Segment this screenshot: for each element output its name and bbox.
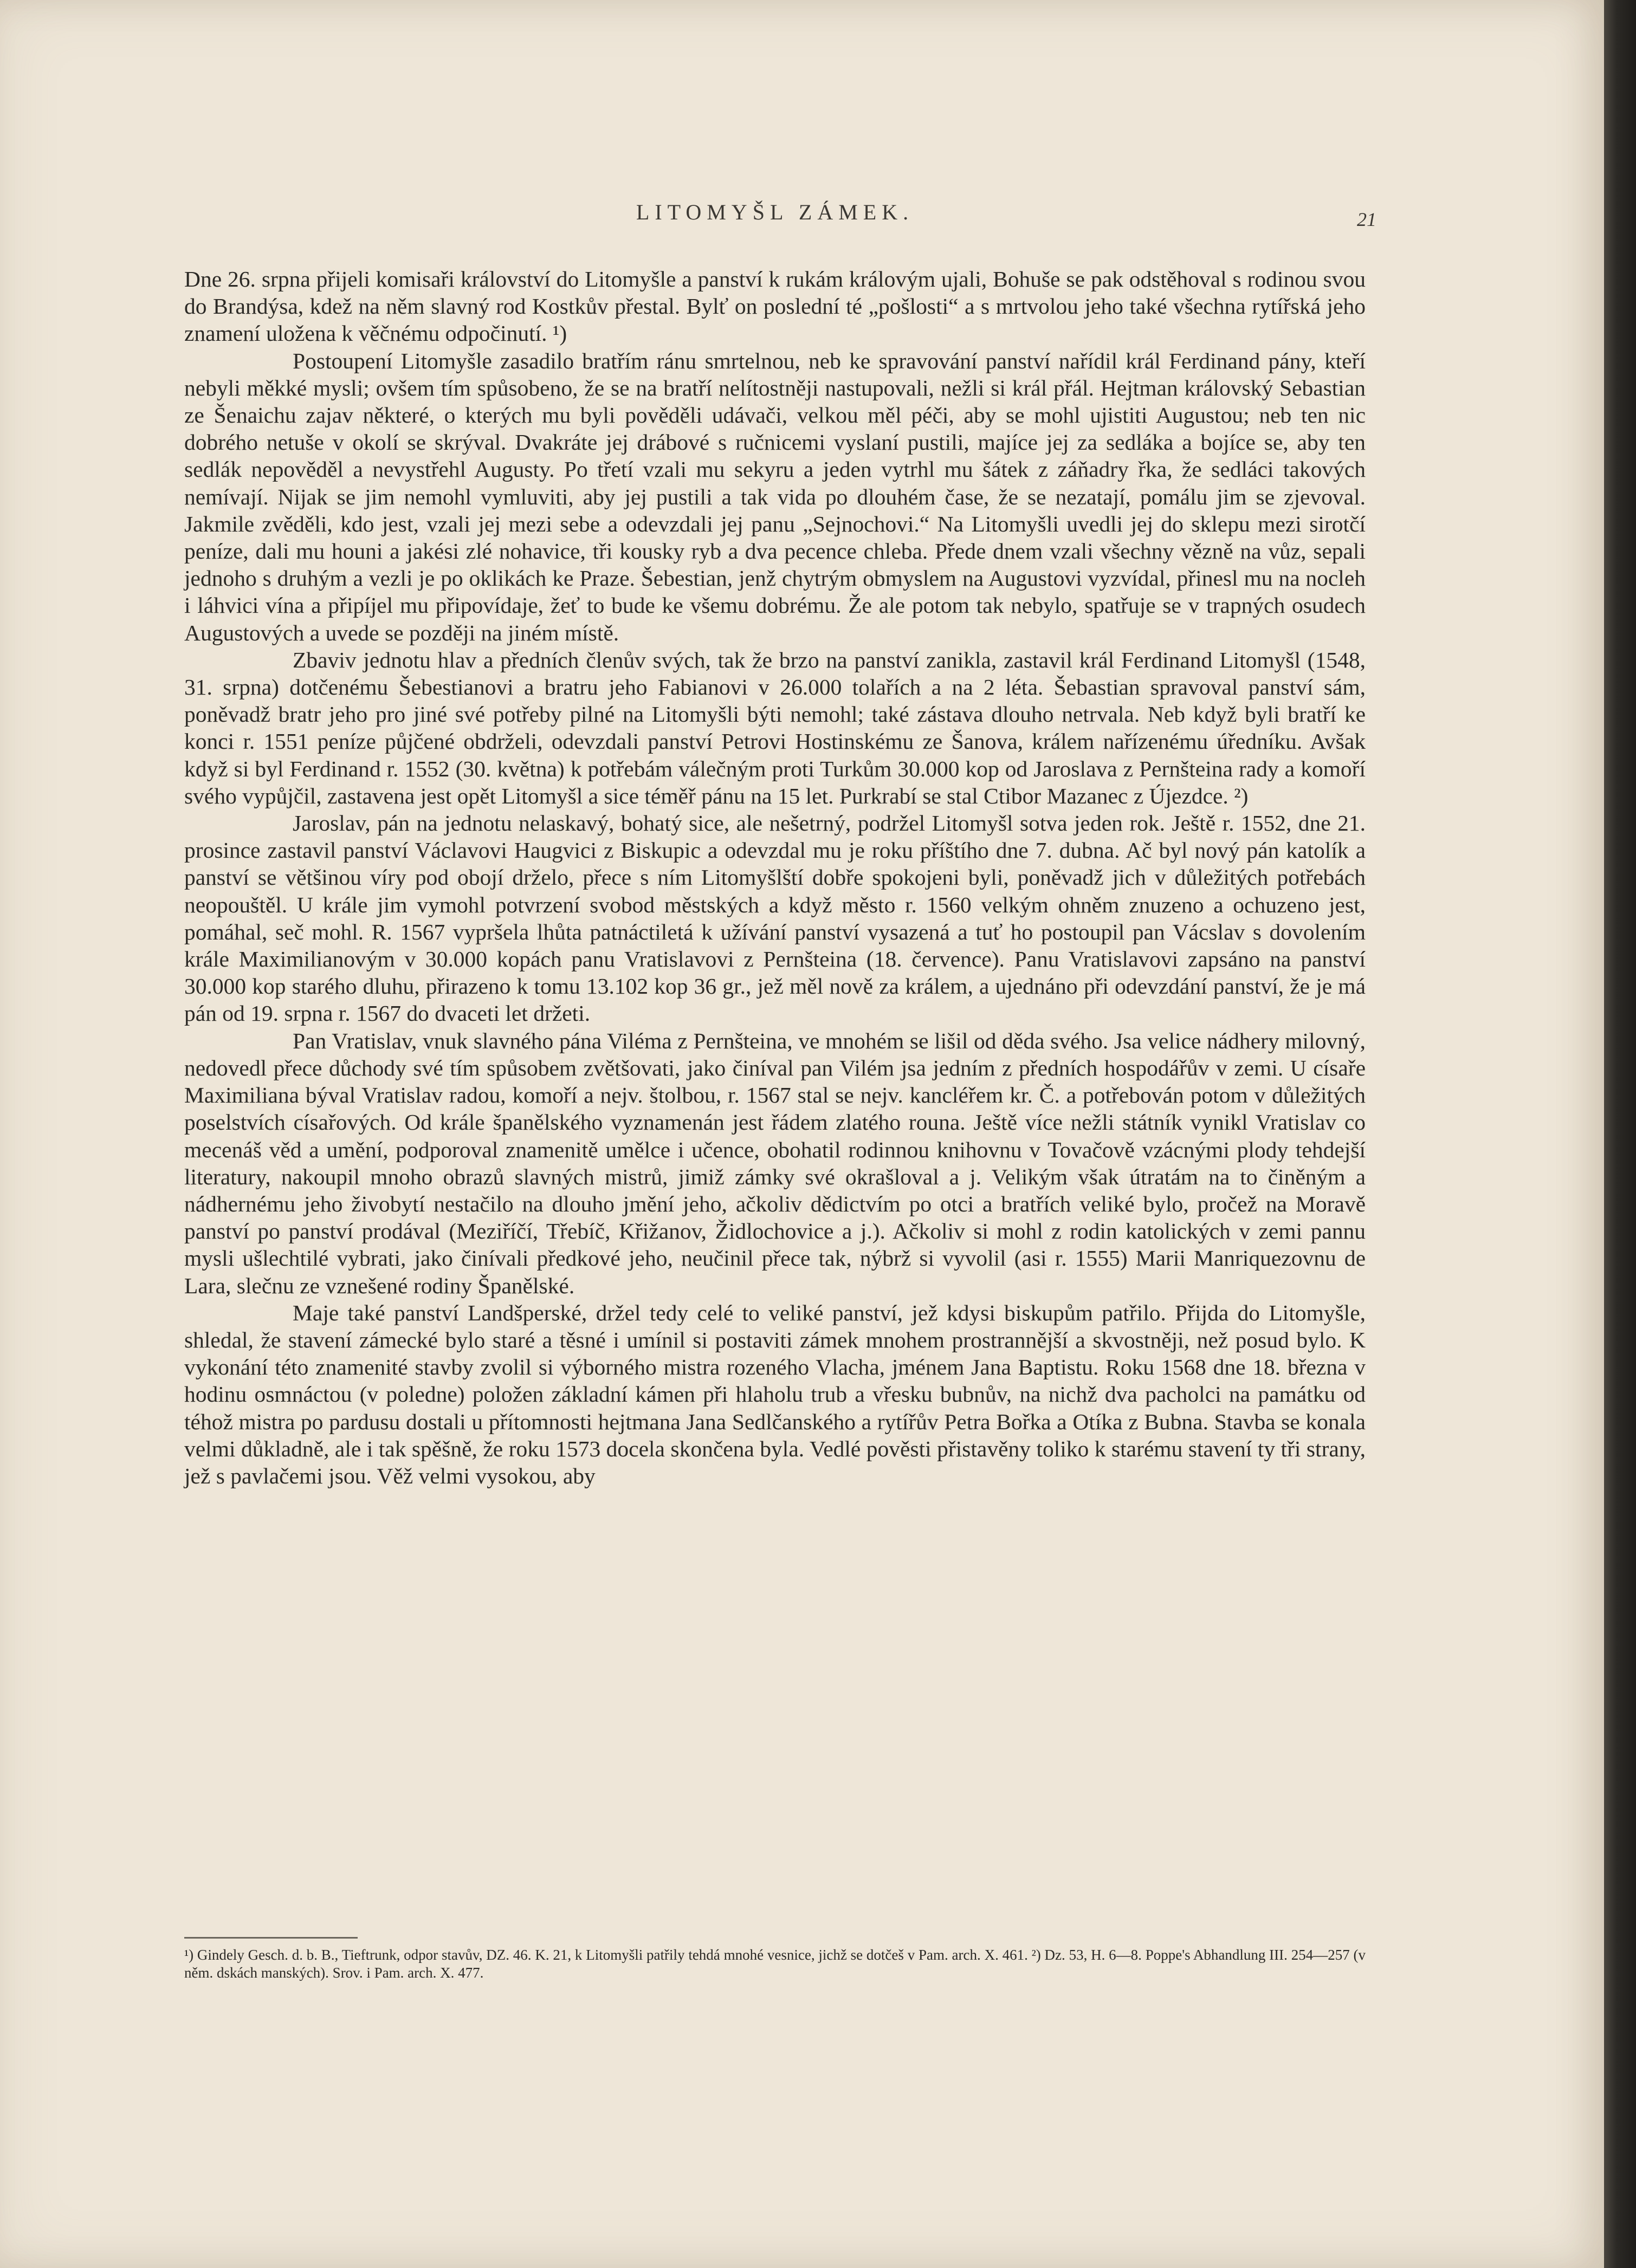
paragraph: Jaroslav, pán na jednotu nelaskavý, bohatý sice, ale nešetrný, podržel Litomyšl sotva jeden rok. Ještě r. 1552, dne 21. prosince zastavil panství Václavovi Haugvici z Biskupic a odevzdal mu je roku příštího dne 7. dubna. Ač byl nový pán katolík a panství se většinou víry pod obojí drželo, přece s ním Litomyšlští dobře spokojeni byli, poněvadž jich v důležitých potřebách neopouštěl. U krále jim vymohl potvrzení svobod městských a když město r. 1560 velkým ohněm znuzeno a ochuzeno jest, pomáhal, seč mohl. R. 1567 vypršela lhůta patnáctiletá k užívání panství vysazená a tuť ho postoupil pan Vácslav s dovolením krále Maximilianovým v 30.000 kopách panu Vratislavovi z Pernšteina (18. července). Panu Vratislavovi zapsáno na panství 30.000 kop starého dluhu, přirazeno k tomu 13.102 kop 36 gr., jež měl nově za králem, a ujednáno při odevzdání panství, že je má pán od 19. srpna r. 1567 do dvaceti let držeti. <box>184 811 1366 1026</box>
page-edge-shadow <box>1604 0 1636 2268</box>
body-text <box>184 265 1366 1489</box>
paragraph: Dne 26. srpna přijeli komisaři království do Litomyšle a panství k rukám královým ujali, Bohuše se pak odstěhoval s rodinou svou do Brandýsa, kdež na něm slavný rod Kostkův přestal. Bylť on poslední té „pošlosti“ a s mrtvolou jeho také všechna rytířská jeho znamení uložena k věčnému odpočinutí. ¹) <box>184 267 1366 346</box>
footnote-divider <box>184 1937 358 1939</box>
paragraph: Zbaviv jednotu hlav a předních členův svých, tak že brzo na panství zanikla, zastavil král Ferdinand Litomyšl (1548, 31. srpna) dotčenému Šebestianovi a bratru jeho Fabianovi v 26.000 tolařích a na 2 léta. Šebastian spravoval panství sám, poněvadž bratr jeho pro jiné své potřeby pilné na Litomyšli býti nemohl; také zástava dlouho netrvala. Neb když byli bratří ke konci r. 1551 peníze půjčené obdrželi, odevzdali panství Petrovi Hostinskému ze Šanova, králem nařízenému úředníku. Avšak když si byl Ferdinand r. 1552 (30. května) k potřebám válečným proti Turkům 30.000 kop od Jaroslava z Pernšteina rady a komoří svého vypůjčil, zastavena jest opět Litomyšl a sice téměř pánu na 15 let. Purkrabí se stal Ctibor Mazanec z Újezdce. ²) <box>184 647 1366 808</box>
page-header <box>184 199 1376 232</box>
paragraph: Maje také panství Landšperské, držel tedy celé to veliké panství, jež kdysi biskupům patřilo. Přijda do Litomyšle, shledal, že stavení zámecké bylo staré a těsné i umínil si postaviti zámek mnohem prostrannější a skvostněji, než posud bylo. K vykonání této znamenité stavby zvolil si výborného mistra rozeného Vlacha, jménem Jana Baptistu. Roku 1568 dne 18. března v hodinu osmnáctou (v poledne) položen základní kámen při hlaholu trub a vřesku bubnův, na nichž dva pacholci na památku od téhož mistra po pardusu dostali u přítomnosti hejtmana Jana Sedlčanského a rytířův Petra Bořka a Otíka z Bubna. Stavba se konala velmi důkladně, ale i tak spěšně, že roku 1573 docela skončena byla. Vedlé pověsti přistavěny toliko k starému stavení ty tři strany, jež s pavlačemi jsou. Věž velmi vysokou, aby <box>184 1300 1366 1488</box>
footnote: ¹) Gindely Gesch. d. b. B., Tieftrunk, odpor stavův, DZ. 46. K. 21, k Litomyšli patřily tehdá mnohé vesnice, jichž se dotčeš v Pam. arch. X. 461. ²) Dz. 53, H. 6—8. Poppe's Abhandlung III. 254—257 (v něm. dskách manských). Srov. i Pam. arch. X. 477. <box>184 1947 1366 1981</box>
footnotes <box>184 1946 1366 1982</box>
running-title: LITOMYŠL ZÁMEK. <box>636 200 914 224</box>
paragraph: Postoupení Litomyšle zasadilo bratřím ránu smrtelnou, neb ke spravování panství nařídil král Ferdinand pány, kteří nebyli měkké mysli; ovšem tím spůsobeno, že se na bratří nelítostněji nastupovali, nežli si král přál. Hejtman královský Sebastian ze Šenaichu zajav některé, o kterých mu byli pověděli udávači, velkou měl péči, aby se mohl ujistiti Augustou; neb ten nic dobrého netuše v okolí se skrýval. Dvakráte jej drábové s ručnicemi vyslaní pustili, majíce jej za sedláka a bojíce se, aby ten sedlák nepověděl a nevystřehl Augusty. Po třetí vzali mu sekyru a jeden vytrhl mu šátek z záňadry řka, že sedláci takových nemívají. Nijak se jim nemohl vymluviti, aby jej pustili a tak vida po dlouhém čase, že se nezatají, pomálu jim se zjevoval. Jakmile zvěděli, kdo jest, vzali jej mezi sebe a odevzdali jej panu „Sejnochovi.“ Na Litomyšli uvedli jej do sklepu mezi sirotčí peníze, dali mu houni a jakési zlé nohavice, tři kousky ryb a dva pecence chleba. Přede dnem vzali všechny vězně na vůz, sepali jednoho s druhým a vezli je po oklikách ke Praze. Šebestian, jenž chytrým obmyslem na Augustovi vyzvídal, přinesl mu na nocleh i láhvici vína a připíjel mu připovídaje, žeť to bude ke všemu dobrému. Že ale potom tak nebylo, spatřuje se v trapných osudech Augustových a uvede se později na jiném místě. <box>184 348 1366 645</box>
page-number: 21 <box>1357 209 1376 230</box>
paragraph: Pan Vratislav, vnuk slavného pána Viléma z Pernšteina, ve mnohém se lišil od děda svého. Jsa velice nádhery milovný, nedovedl přece důchody své tím spůsobem zvětšovati, jako činíval pan Vilém jsa jedním z předních hospodářův v zemi. U císaře Maximiliana býval Vratislav radou, komoří a nejv. štolbou, r. 1567 stal se nejv. kancléřem kr. Č. a potřebován potom v důležitých poselstvích císařových. Od krále španělského vyznamenán jest řádem zlatého rouna. Ještě více nežli státník vynikl Vratislav co mecenáš věd a umění, podporoval znamenitě umělce i učence, obohatil rodinnou knihovnu v Tovačově vzácnými plody tehdejší literatury, nakoupil mnoho obrazů slavných mistrů, jimiž zámky své okrašloval a j. Velikým však útratám na to činěným a nádhernému jeho živobytí nestačilo na dlouho jmění jeho, ačkoliv dědictvím po otci a bratřích veliké bylo, pročež na Moravě panství po panství prodával (Meziříčí, Třebíč, Křižanov, Židlochovice a j.). Ačkoliv si mohl z rodin katolických v zemi pannu mysli ušlechtilé vybrati, jako činívali předkové jeho, neučinil přece tak, nýbrž si vyvolil (asi r. 1555) Marii Manriquezovnu de Lara, slečnu ze vznešené rodiny Španělské. <box>184 1028 1366 1298</box>
